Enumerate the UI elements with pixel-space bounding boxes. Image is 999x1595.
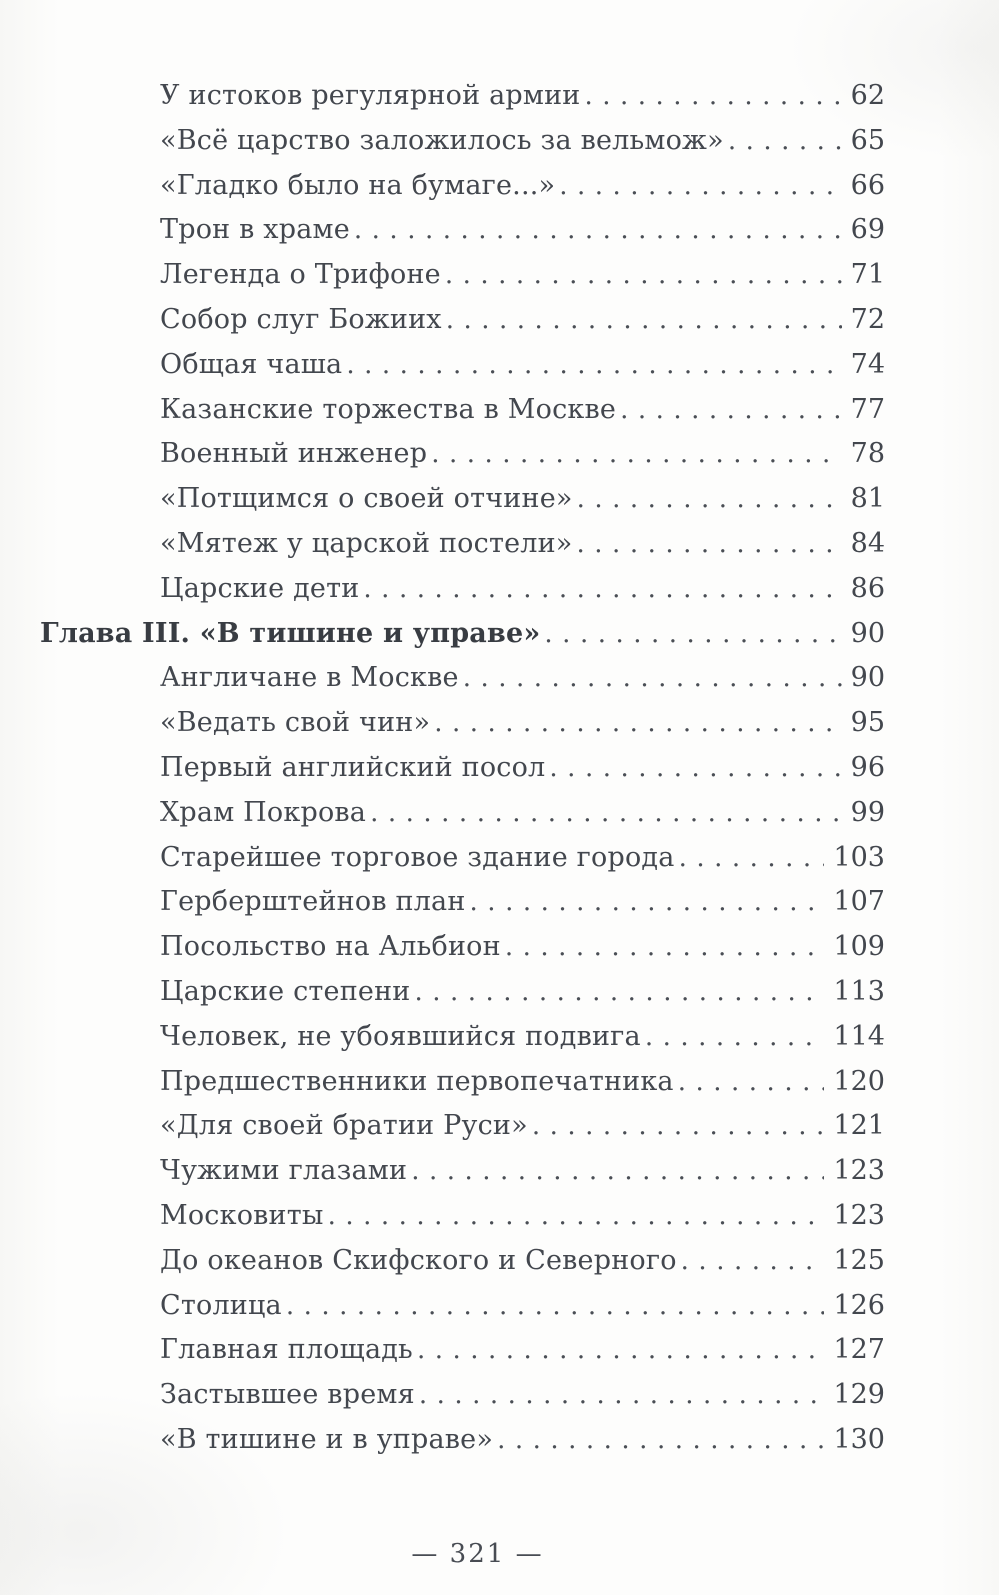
toc-entry-page: 95	[850, 707, 885, 739]
dot-leader	[544, 612, 841, 657]
dot-leader	[584, 74, 841, 119]
toc-entry-page: 114	[833, 1020, 885, 1052]
toc-entry	[40, 298, 885, 343]
toc-entry	[40, 1104, 885, 1149]
toc-entry	[40, 164, 885, 209]
toc-entry-label: Легенда о Трифоне	[160, 259, 441, 291]
toc-entry-page: 127	[833, 1334, 885, 1366]
dot-leader	[549, 746, 841, 791]
toc-entry-label: «Ведать свой чин»	[160, 707, 431, 739]
dot-leader	[470, 880, 825, 925]
dot-leader	[497, 1418, 824, 1463]
dot-leader	[577, 522, 842, 567]
dot-leader	[445, 253, 842, 298]
toc-entry	[40, 1194, 885, 1239]
dot-leader	[681, 1239, 825, 1284]
toc-entry-page: 125	[833, 1244, 885, 1276]
toc-entry-page: 90	[850, 617, 885, 649]
toc-entry-page: 113	[833, 975, 885, 1007]
toc-entry-label: Царские дети	[160, 572, 360, 604]
dot-leader	[446, 298, 842, 343]
toc-entry-page: 86	[850, 572, 885, 604]
toc-entry	[40, 612, 885, 657]
dot-leader	[431, 432, 841, 477]
toc-entry	[40, 970, 885, 1015]
toc-entry	[40, 567, 885, 612]
toc-entry-label: Главная площадь	[160, 1334, 413, 1366]
toc-entry-label: «Гладко было на бумаге...»	[160, 169, 556, 201]
toc-entry	[40, 1373, 885, 1418]
dot-leader	[532, 1104, 825, 1149]
toc-entry-page: 66	[850, 169, 885, 201]
dot-leader	[363, 567, 841, 612]
toc-entry-label: Трон в храме	[160, 214, 350, 246]
toc-entry	[40, 253, 885, 298]
dot-leader	[346, 343, 841, 388]
toc-entry-page: 99	[850, 796, 885, 828]
toc-entry-label: «Потщимся о своей отчине»	[160, 483, 573, 515]
toc-entry	[40, 791, 885, 836]
toc-entry-label: У истоков регулярной армии	[160, 80, 581, 111]
dot-leader	[645, 1015, 825, 1060]
toc-entry-page: 120	[833, 1065, 885, 1097]
toc-entry-label: Царские степени	[160, 975, 411, 1007]
toc-entry	[40, 119, 885, 164]
toc-entry	[40, 208, 885, 253]
toc-entry-label: «Для своей братии Руси»	[160, 1110, 528, 1142]
toc-entry-label: До океанов Скифского и Северного	[160, 1244, 677, 1276]
toc-entry	[40, 1015, 885, 1060]
dot-leader	[354, 208, 842, 253]
toc-entry-page: 121	[833, 1110, 885, 1142]
toc-entry	[40, 925, 885, 970]
dot-leader	[414, 970, 824, 1015]
toc-entry-page: 130	[833, 1423, 885, 1455]
toc-entry-page: 123	[833, 1155, 885, 1187]
toc-entry-label: «Мятеж у царской постели»	[160, 527, 573, 559]
toc-entry-page: 107	[833, 886, 885, 918]
dot-leader	[463, 656, 842, 701]
toc-entry	[40, 836, 885, 881]
toc-entry-page: 78	[850, 438, 885, 470]
dot-leader	[678, 1060, 825, 1105]
toc-entry	[40, 746, 885, 791]
dot-leader	[434, 701, 841, 746]
toc-entry-label: Собор слуг Божиих	[160, 303, 442, 335]
toc-entry	[40, 1239, 885, 1284]
dot-leader	[679, 836, 825, 881]
toc-entry	[40, 432, 885, 477]
toc-entry-page: 123	[833, 1199, 885, 1231]
dot-leader	[559, 164, 841, 209]
dot-leader	[411, 1149, 824, 1194]
toc-entry-label: Предшественники первопечатника	[160, 1065, 674, 1097]
toc-entry-page: 84	[850, 527, 885, 559]
toc-entry	[40, 701, 885, 746]
toc-entry-label: «В тишине и в управе»	[160, 1423, 494, 1455]
toc-entry-page: 96	[850, 751, 885, 783]
toc-entry-page: 62	[850, 80, 885, 111]
dot-leader	[505, 925, 825, 970]
dot-leader	[577, 477, 842, 522]
dot-leader	[728, 119, 842, 164]
toc-entry	[40, 1060, 885, 1105]
toc-entry-label: Человек, не убоявшийся подвига	[160, 1020, 641, 1052]
toc-entry	[40, 477, 885, 522]
toc-entry-label: Столица	[160, 1289, 282, 1321]
dot-leader	[417, 1328, 824, 1373]
toc-entry-label: Военный инженер	[160, 438, 428, 470]
toc-entry-page: 77	[850, 393, 885, 425]
toc-entry	[40, 388, 885, 433]
dot-leader	[419, 1373, 825, 1418]
toc-entry	[40, 74, 885, 119]
dot-leader	[328, 1194, 825, 1239]
dot-leader	[286, 1284, 825, 1329]
toc-entry-label: Застывшее время	[160, 1379, 415, 1411]
toc-entry-page: 69	[850, 214, 885, 246]
toc-entry	[40, 1328, 885, 1373]
toc-entry	[40, 343, 885, 388]
toc-entry-page: 90	[850, 662, 885, 694]
toc-entry	[40, 1149, 885, 1194]
toc-entry	[40, 880, 885, 925]
toc-entry-page: 109	[833, 931, 885, 963]
dot-leader	[370, 791, 842, 836]
dot-leader	[620, 388, 842, 433]
toc-entry-label: Казанские торжества в Москве	[160, 393, 617, 425]
toc-entry-label: Глава III. «В тишине и управе»	[40, 617, 541, 649]
footer-page-number: — 321 —	[411, 1539, 544, 1569]
toc-entry-page: 74	[850, 348, 885, 380]
toc-entry-page: 126	[833, 1289, 885, 1321]
toc-entry-page: 103	[833, 841, 885, 873]
toc-entry	[40, 1418, 885, 1463]
toc-entry-label: Англичане в Москве	[160, 662, 459, 694]
toc-entry-label: Общая чаша	[160, 348, 343, 380]
toc-entry-label: Первый английский посол	[160, 751, 546, 783]
toc-entry	[40, 1284, 885, 1329]
toc-entry-page: 81	[850, 483, 885, 515]
toc-entry-page: 65	[850, 124, 885, 156]
table-of-contents	[40, 74, 885, 1463]
toc-entry-label: Старейшее торговое здание города	[160, 841, 675, 873]
toc-entry-label: «Всё царство заложилось за вельмож»	[160, 124, 724, 156]
toc-entry	[40, 656, 885, 701]
toc-entry-label: Герберштейнов план	[160, 886, 466, 918]
toc-entry-page: 72	[850, 303, 885, 335]
toc-entry-label: Храм Покрова	[160, 796, 367, 828]
toc-entry-label: Посольство на Альбион	[160, 931, 501, 963]
toc-entry-page: 129	[833, 1379, 885, 1411]
toc-entry-page: 71	[850, 259, 885, 291]
toc-entry-label: Чужими глазами	[160, 1155, 408, 1187]
toc-entry-label: Московиты	[160, 1199, 324, 1231]
toc-entry	[40, 522, 885, 567]
